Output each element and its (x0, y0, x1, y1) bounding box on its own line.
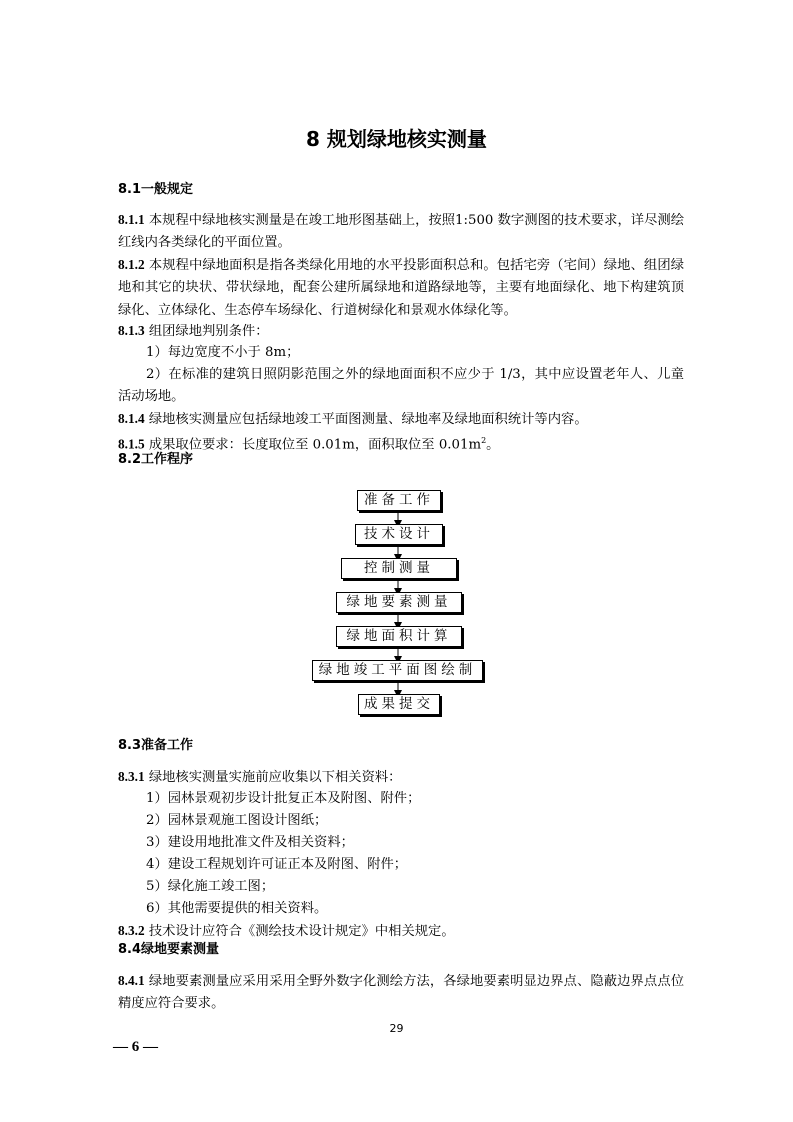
flow-step-drawing: 绿地竣工平面图绘制 (312, 660, 483, 681)
clause-number: 8.4.1 (118, 973, 145, 988)
clause-text: 本规程中绿地面积是指各类绿化用地的水平投影面积总和。包括宅旁（宅间）绿地、组团绿地和其它的块状、带状绿地，配套公建所属绿地和道路绿地等，主要有地面绿化、地下构建筑顶绿化、立体绿化、生态停车场绿化、行道树绿化和景观水体绿化等。 (118, 258, 684, 318)
clause-text: 绿地核实测量应包括绿地竣工平面图测量、绿地率及绿地面积统计等内容。 (144, 412, 588, 427)
page-number: 29 (389, 1022, 404, 1035)
clause-8-1-3-item-1: 1）每边宽度不小于 8m； (146, 345, 300, 360)
flow-step-design: 技术设计 (355, 524, 443, 545)
clause-text: 组团绿地判别条件： (144, 324, 269, 339)
flow-step-submit: 成果提交 (358, 694, 440, 715)
heading-8-4: 8.4绿地要素测量 (118, 942, 220, 957)
clause-number: 8.1.2 (118, 257, 145, 272)
clause-text: 成果取位要求：长度取位至 0.01m，面积取位至 0.01m (144, 437, 482, 453)
clause-number: 8.1.1 (118, 212, 145, 227)
list-item: 1）园林景观初步设计批复正本及附图、附件； (146, 791, 421, 806)
flow-step-prepare: 准备工作 (357, 490, 441, 511)
clause-8-1-3-item-2: 2）在标准的建筑日照阴影范围之外的绿地面面积不应少于 1/3，其中应设置老年人、儿童活动场地。 (118, 367, 684, 405)
clause-number: 8.3.2 (118, 923, 145, 938)
flow-step-element-survey: 绿地要素测量 (336, 592, 462, 613)
heading-8-2: 8.2工作程序 (118, 452, 194, 467)
clause-number: 8.3.1 (118, 769, 145, 784)
heading-8-3: 8.3准备工作 (118, 738, 194, 753)
clause-8-4-1 (118, 970, 684, 1016)
list-item: 6）其他需要提供的相关资料。 (146, 901, 328, 916)
flow-step-control-survey: 控制测量 (341, 558, 457, 579)
footer-page-marker: — 6 — (113, 1039, 158, 1055)
flow-step-area-calc: 绿地面积计算 (336, 626, 462, 647)
page-title: 8 规划绿地核实测量 (306, 127, 487, 151)
clause-text: 技术设计应符合《测绘技术设计规定》中相关规定。 (144, 924, 455, 939)
clause-number: 8.1.3 (118, 323, 145, 338)
clause-text: 绿地要素测量应采用采用全野外数字化测绘方法，各绿地要素明显边界点、隐蔽边界点点位精度应符合要求。 (118, 974, 684, 1012)
list-item: 3）建设用地批准文件及相关资料； (146, 835, 354, 850)
superscript: 2 (481, 436, 487, 445)
heading-8-1: 8.1一般规定 (118, 182, 194, 197)
clause-tail: 。 (486, 437, 500, 453)
list-item: 4）建设工程规划许可证正本及附图、附件； (146, 857, 408, 872)
clause-text: 绿地核实测量实施前应收集以下相关资料： (144, 770, 402, 785)
clause-8-3-1 (118, 766, 684, 789)
clause-text: 本规程中绿地核实测量是在竣工地形图基础上，按照1:500 数字测图的技术要求，详尽测绘红线内各类绿化的平面位置。 (118, 213, 684, 251)
clause-number: 8.1.5 (118, 436, 145, 452)
list-item: 2）园林景观施工图设计图纸； (146, 813, 328, 828)
clause-number: 8.1.4 (118, 411, 145, 426)
list-item: 5）绿化施工竣工图； (146, 879, 275, 894)
